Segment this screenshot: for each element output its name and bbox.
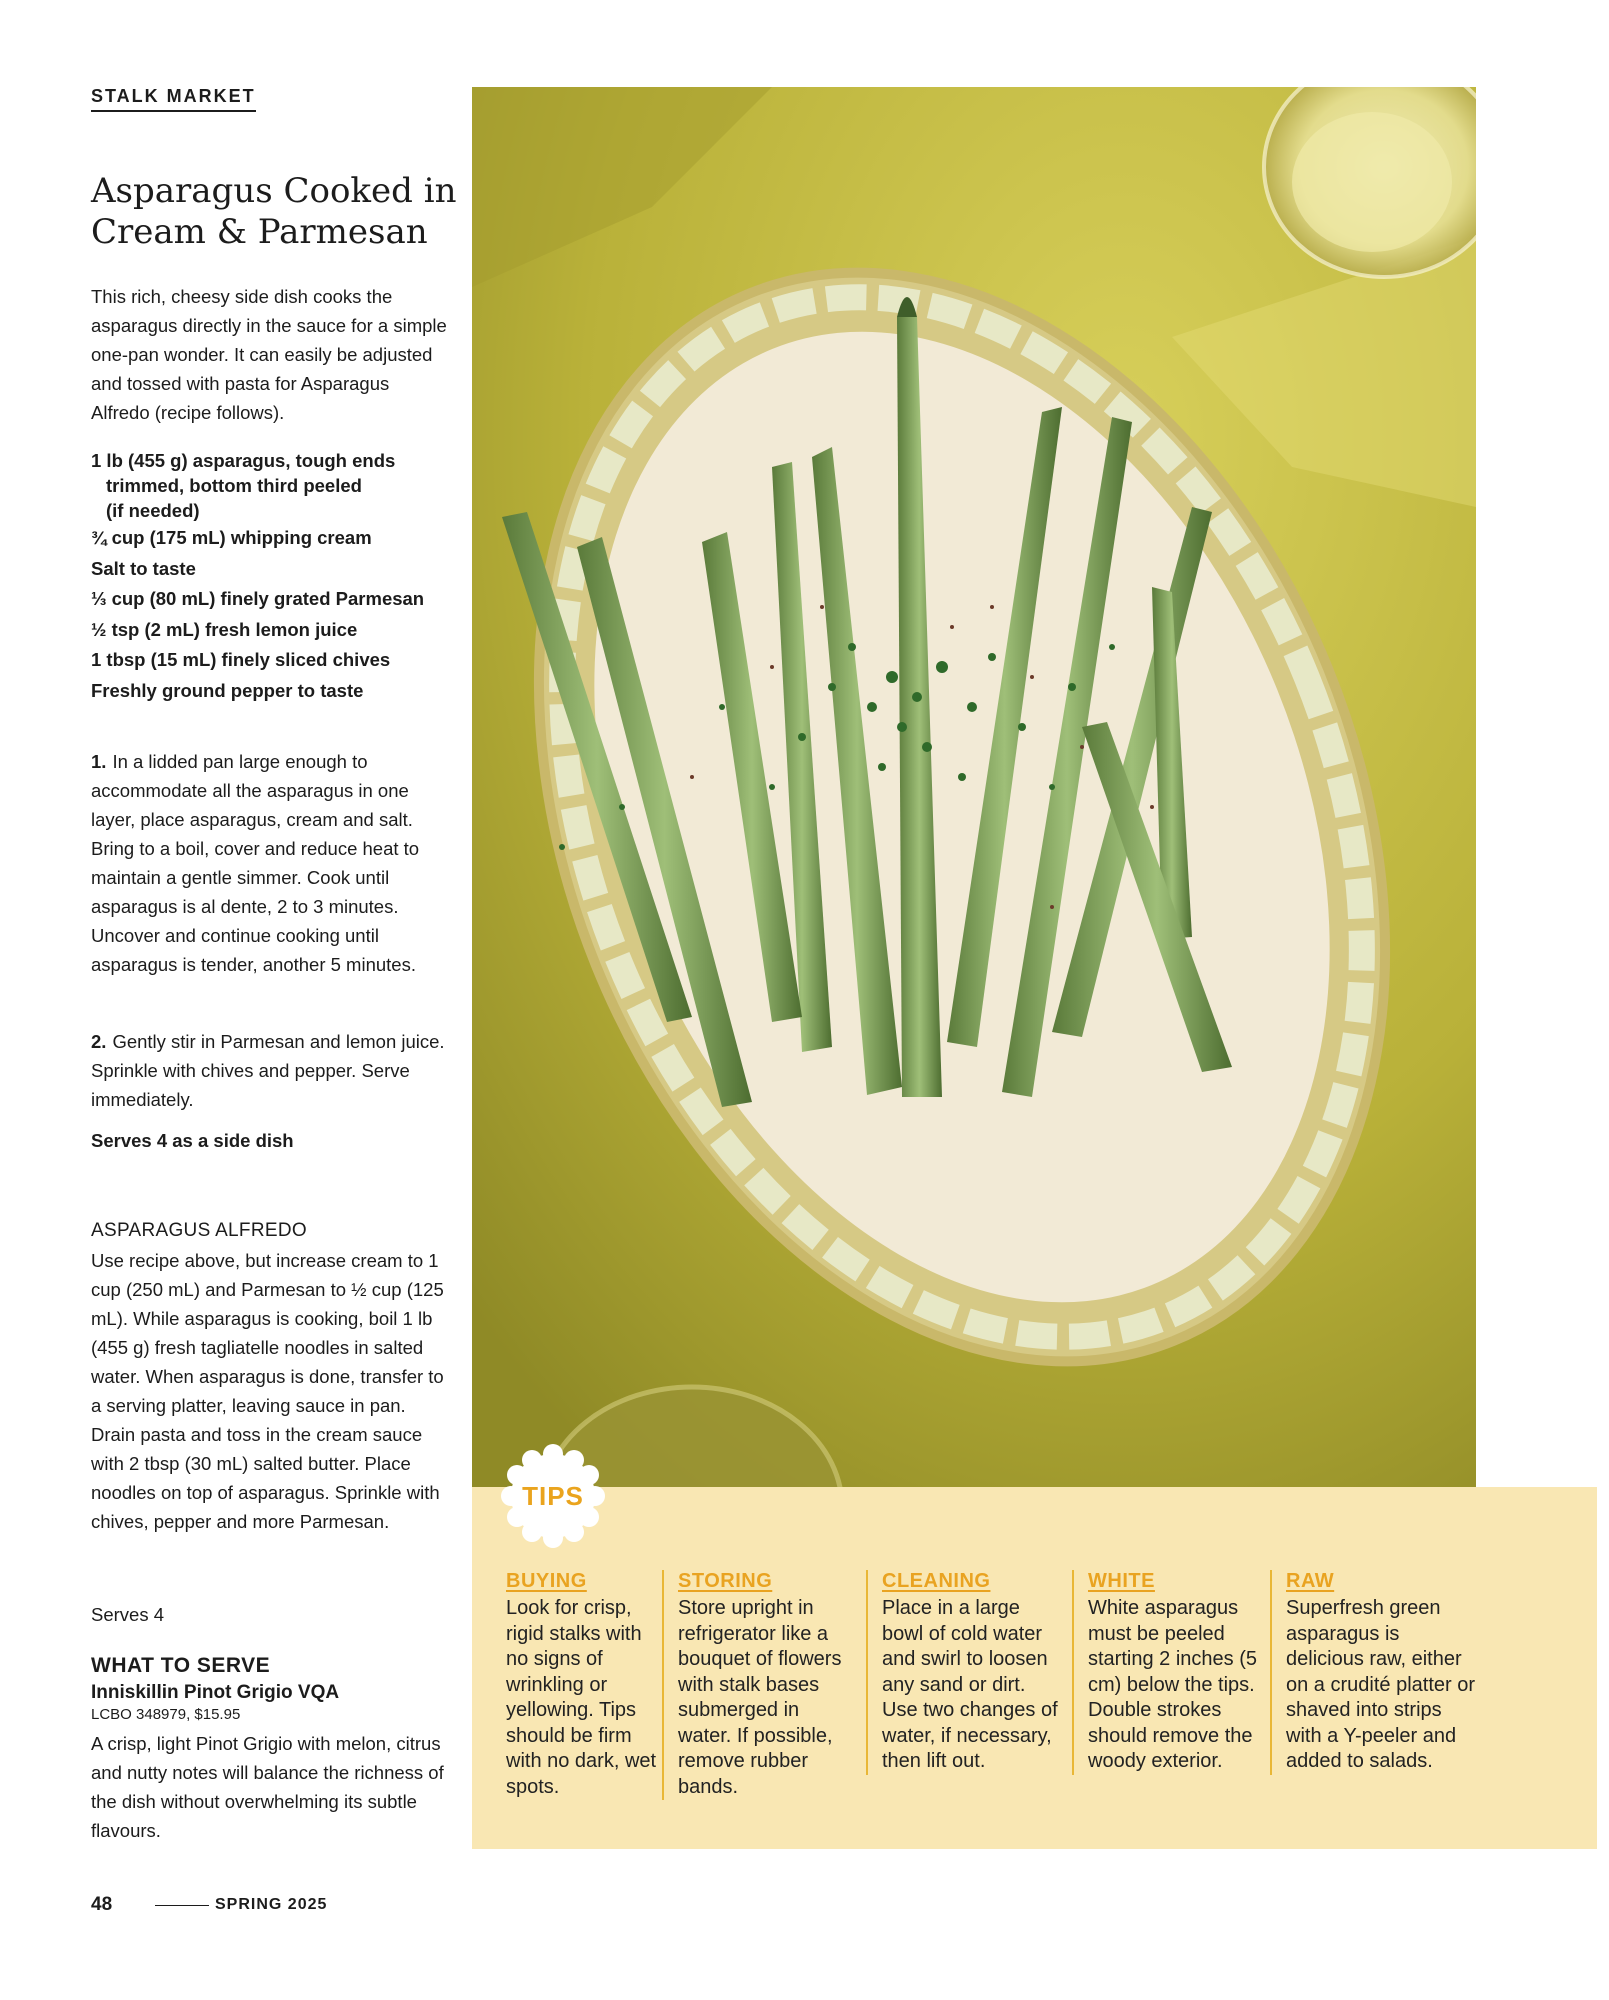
tip-text: Store upright in refrigerator like a bouquet of flowers with stalk bases submerged in water. If possible, remove rubber bands. (678, 1597, 842, 1798)
tip-text: Superfresh green asparagus is delicious raw, either on a crudité platter or shaved into strips with a Y-peeler and added to salads. (1286, 1597, 1475, 1772)
wine-meta: LCBO 348979, $15.95 (91, 1706, 241, 1723)
tip-cleaning (866, 1570, 1062, 1775)
tip-text: Look for crisp, rigid stalks with no signs of wrinkling or yellowing. Tips should be firm with no dark, wet spots. (506, 1597, 657, 1798)
ingredient-item: Freshly ground pepper to taste (91, 679, 364, 701)
tips-badge-label: TIPS (522, 1481, 584, 1511)
tip-text: Place in a large bowl of cold water and swirl to loosen any sand or dirt. Use two changes of water, if necessary, then lift out. (882, 1597, 1058, 1772)
issue-label: SPRING 2025 (215, 1896, 328, 1913)
recipe-title-line-2: Cream & Parmesan (91, 212, 428, 252)
asparagus-photo-illustration (472, 87, 1476, 1487)
asparagus-photo (472, 87, 1476, 1487)
tip-heading: CLEANING (882, 1570, 991, 1592)
wine-name: Inniskillin Pinot Grigio VQA (91, 1682, 340, 1703)
tip-buying (492, 1570, 662, 1800)
ingredient-item-continued: (if needed) (106, 500, 200, 521)
recipe-step-1 (91, 747, 451, 979)
step-text: Gently stir in Parmesan and lemon juice. Sprinkle with chives and pepper. Serve immediately. (91, 1031, 445, 1110)
recipe-step-2 (91, 1027, 451, 1114)
step-number: 2. (91, 1031, 107, 1052)
tip-white (1072, 1570, 1258, 1775)
alfredo-text: Use recipe above, but increase cream to 1 cup (250 mL) and Parmesan to ½ cup (125 mL). While asparagus is cooking, boil 1 lb (455 g) fresh tagliatelle noodles in salted water. When asparagus is done, transfer to a serving platter, leaving sauce in pan. Drain pasta and toss in the cream sauce with 2 tbsp (30 mL) salted butter. Place noodles on top of asparagus. Sprinkle with chives, pepper and more Parmesan. (91, 1250, 444, 1532)
recipe-title-line-1: Asparagus Cooked in (91, 171, 457, 211)
tip-storing (662, 1570, 852, 1800)
tip-heading: STORING (678, 1570, 773, 1592)
tip-text: White asparagus must be peeled starting 2 inches (5 cm) below the tips. Double strokes should remove the woody exterior. (1088, 1597, 1257, 1772)
alfredo-section (91, 1220, 451, 1536)
recipe-column (91, 86, 457, 1841)
ingredient-item: 1 lb (455 g) asparagus, tough ends (91, 450, 396, 471)
what-to-serve-heading: WHAT TO SERVE (91, 1654, 271, 1677)
ingredient-item-continued: trimmed, bottom third peeled (106, 475, 362, 496)
section-label: STALK MARKET (91, 86, 256, 112)
tip-raw (1270, 1570, 1476, 1775)
ingredient-item: ½ tsp (2 mL) fresh lemon juice (91, 618, 358, 640)
tips-badge (501, 1444, 605, 1548)
alfredo-serves: Serves 4 (91, 1604, 165, 1625)
tip-heading: BUYING (506, 1570, 587, 1592)
tip-heading: WHITE (1088, 1570, 1155, 1592)
ingredient-item: 1 tbsp (15 mL) finely sliced chives (91, 649, 391, 670)
recipe-title (91, 171, 491, 253)
ingredients-list (91, 448, 451, 706)
step-text: In a lidded pan large enough to accommodate all the asparagus in one layer, place asparagus, cream and salt. Bring to a boil, cover and reduce heat to maintain a gentle simmer. Cook until asparagus is al dente, 2 to 3 minutes. Uncover and continue cooking until asparagus is tender, another 5 minutes. (91, 751, 420, 975)
page-number: 48 (91, 1894, 113, 1915)
step-number: 1. (91, 751, 107, 772)
ingredient-item: ⅓ cup (80 mL) finely grated Parmesan (91, 588, 425, 609)
ingredient-item: Salt to taste (91, 557, 196, 579)
recipe-serves: Serves 4 as a side dish (91, 1130, 294, 1151)
page-footer (91, 1894, 327, 1916)
what-to-serve-section (91, 1654, 451, 1845)
footer-rule (155, 1905, 209, 1906)
alfredo-heading: ASPARAGUS ALFREDO (91, 1220, 307, 1241)
recipe-intro: This rich, cheesy side dish cooks the asparagus directly in the sauce for a simple one-pan wonder. It can easily be adjusted and tossed with pasta for Asparagus Alfredo (recipe follows). (91, 286, 447, 423)
wine-description: A crisp, light Pinot Grigio with melon, citrus and nutty notes will balance the richness of the dish without overwhelming its subtle flavours. (91, 1733, 444, 1841)
ingredient-item: ¾ cup (175 mL) whipping cream (91, 527, 372, 548)
tip-heading: RAW (1286, 1570, 1335, 1592)
